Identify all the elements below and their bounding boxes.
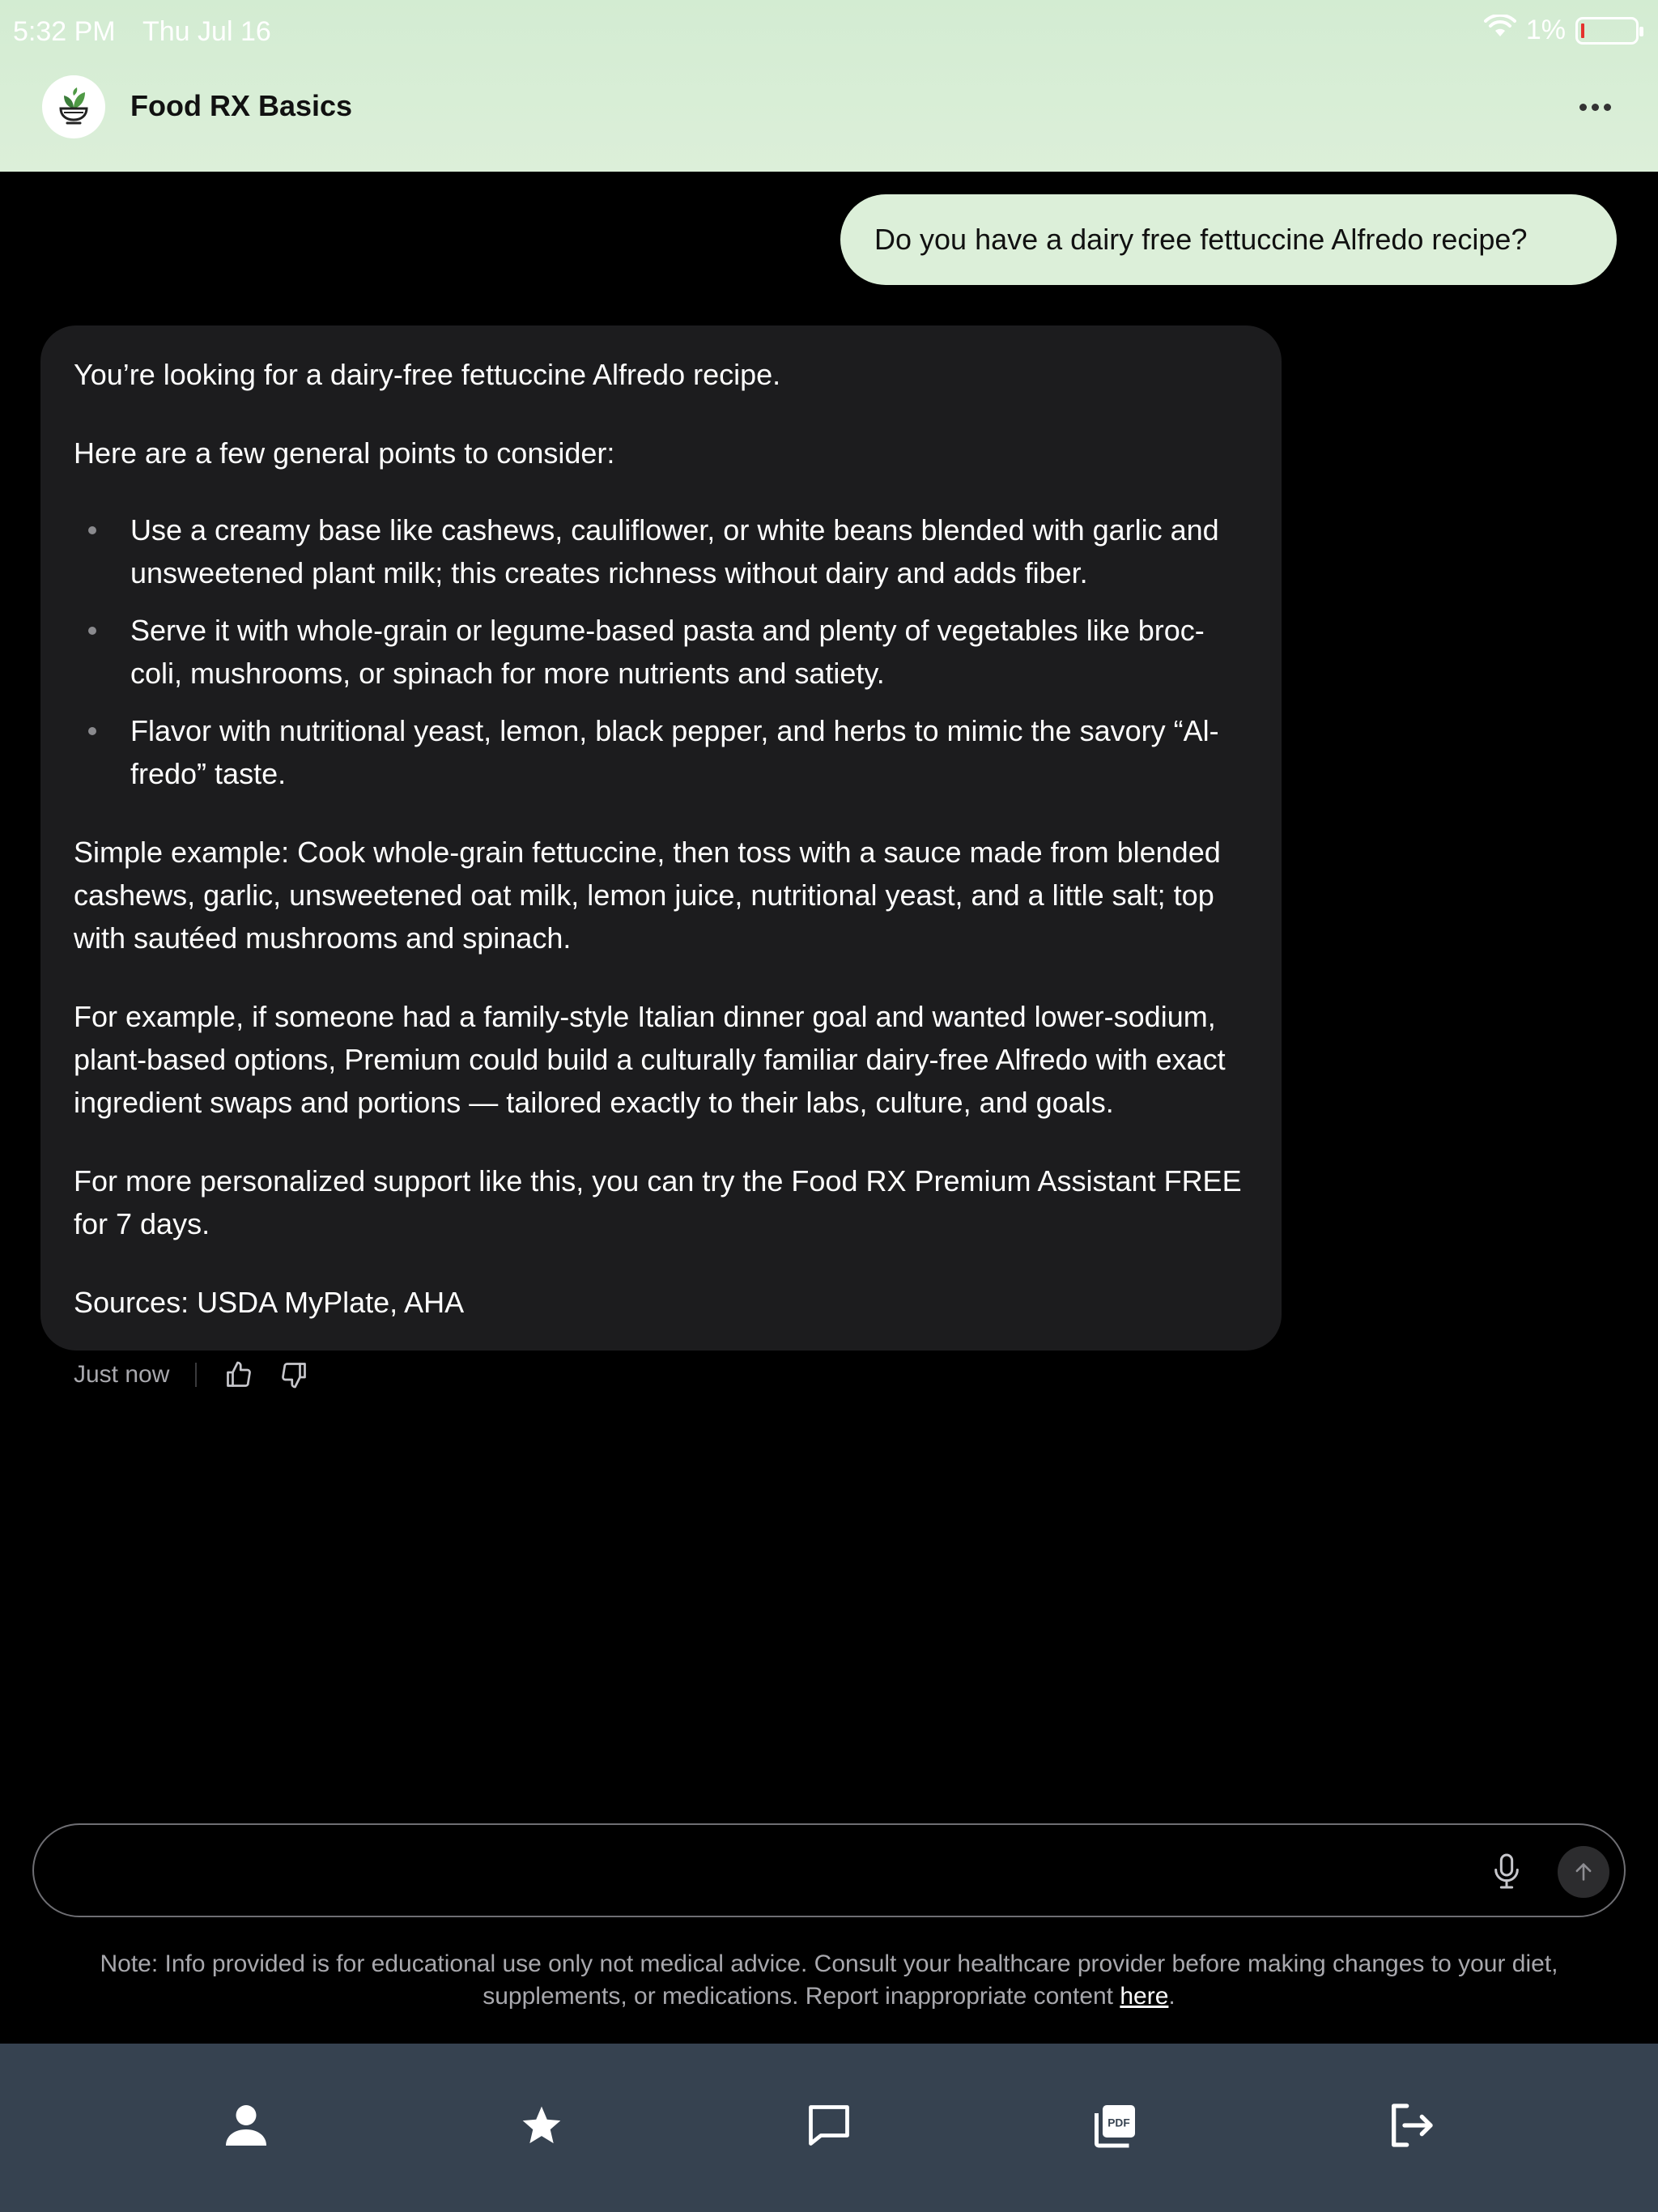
- battery-icon: [1575, 17, 1639, 45]
- disclaimer-text: Note: Info provided is for educational use only not medical advice. Consult your healthcare provider before making changes to your diet, supplements, or medications. Report inappropriate content: [100, 1950, 1558, 2010]
- assistant-premium-example: For example, if someone had a family-style Italian dinner goal and wanted lower-sodium, plant-based options, Premium could build a culturally familiar dairy-free Alfredo with exact ingredient swaps and portions — tailored exactly to their labs, culture, and goals.: [74, 1000, 1226, 1119]
- app-title: Food RX Basics: [130, 89, 353, 122]
- thumbs-up-icon[interactable]: [221, 1357, 257, 1393]
- disclaimer: [49, 1948, 1609, 2013]
- app-bar: [0, 65, 1658, 172]
- assistant-intro: You’re looking for a dairy-free fettuccine Alfredo recipe.: [74, 358, 781, 391]
- logout-icon[interactable]: [1375, 2089, 1448, 2162]
- user-message-bubble: [840, 194, 1617, 285]
- status-right: [1484, 15, 1639, 46]
- assistant-bullet-list: [74, 508, 1249, 795]
- status-time: 5:32 PM: [13, 16, 116, 47]
- bottom-tab-bar: [0, 2044, 1658, 2212]
- send-button[interactable]: [1558, 1846, 1609, 1898]
- assistant-cta: For more personalized support like this, you can try the Food RX Premium Assistant FREE for 7 days.: [74, 1164, 1242, 1240]
- report-link[interactable]: here: [1120, 1983, 1169, 2010]
- battery-percent: 1%: [1525, 15, 1566, 45]
- list-item: Use a creamy base like cashews, cauliflower, or white beans blended with garlic and unsweetened plant milk; this creates richness without dairy and adds fiber.: [74, 508, 1249, 594]
- message-composer: [32, 1823, 1626, 1917]
- list-item: Flavor with nutritional yeast, lemon, black pepper, and herbs to mimic the savory “Al-fredo” taste.: [74, 709, 1249, 795]
- pdf-icon[interactable]: [1078, 2089, 1151, 2162]
- wifi-icon: [1484, 15, 1516, 46]
- assistant-sources: Sources: USDA MyPlate, AHA: [74, 1286, 465, 1319]
- top-bar: [0, 0, 1658, 172]
- status-bar: [0, 0, 1658, 65]
- microphone-icon[interactable]: [1485, 1849, 1528, 1893]
- status-date: Thu Jul 16: [142, 16, 271, 47]
- list-item: Serve it with whole-grain or legume-based pasta and plenty of vegetables like broc-coli, mushrooms, or spinach for more nutrients and satiety.: [74, 609, 1249, 695]
- thumbs-down-icon[interactable]: [276, 1357, 312, 1393]
- star-icon[interactable]: [505, 2089, 578, 2162]
- more-horizontal-icon[interactable]: [1572, 87, 1618, 126]
- assistant-points-heading: Here are a few general points to consider:: [74, 436, 615, 470]
- divider: [195, 1363, 197, 1387]
- message-input[interactable]: [66, 1841, 1491, 1899]
- assistant-example: Simple example: Cook whole-grain fettuccine, then toss with a sauce made from blended cashews, garlic, unsweetened oat milk, lemon juice, nutritional yeast, and a little salt; top with sautéed mushrooms and spinach.: [74, 836, 1221, 955]
- message-timestamp: Just now: [74, 1361, 170, 1388]
- assistant-message-bubble: [40, 325, 1282, 1351]
- message-meta: [74, 1357, 331, 1393]
- profile-icon[interactable]: [210, 2089, 283, 2162]
- chat-icon[interactable]: [793, 2089, 865, 2162]
- plant-bowl-icon: [42, 75, 105, 138]
- disclaimer-end: .: [1168, 1983, 1175, 2010]
- arrow-up-icon: [1572, 1861, 1595, 1883]
- svg-text:PDF: PDF: [1107, 2116, 1130, 2129]
- user-message-text: Do you have a dairy free fettuccine Alfredo recipe?: [874, 223, 1528, 256]
